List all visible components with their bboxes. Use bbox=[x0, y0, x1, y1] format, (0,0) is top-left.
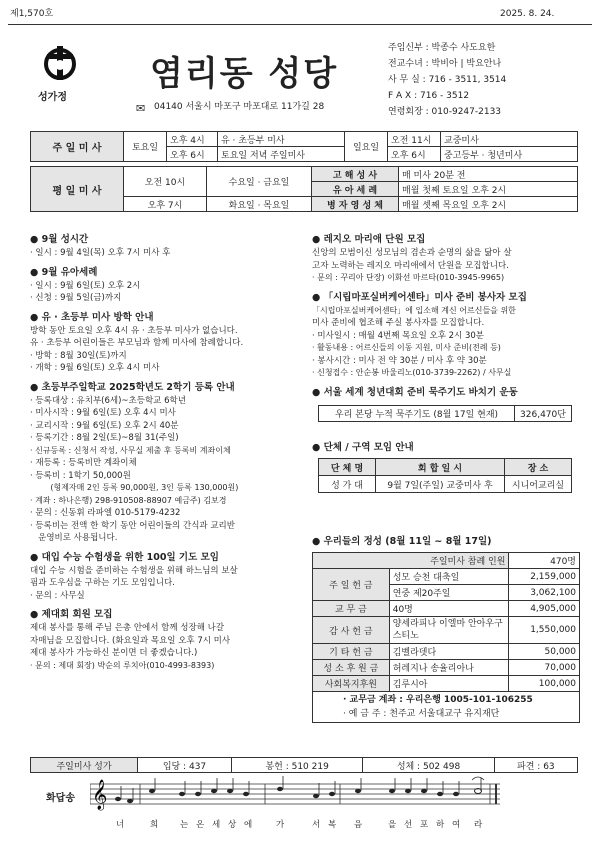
lyric-syllable: 희 bbox=[150, 820, 159, 830]
notice-title: ● 유 · 초등부 미사 방학 안내 bbox=[30, 311, 300, 325]
notice-title: ● 대입 수능 수험생을 위한 100일 기도 모임 bbox=[30, 551, 300, 565]
notice-line: 운영비로 사용됩니다. bbox=[30, 533, 118, 543]
staff-value: 박종수 사도요한 bbox=[431, 43, 496, 53]
extra-label: 병 자 영 성 체 bbox=[312, 197, 399, 212]
offering-desc: 40명 bbox=[389, 601, 509, 617]
offering-category: 교 무 금 bbox=[313, 601, 390, 617]
notice-line: · 일시 : 9월 4일(목) 오후 7시 미사 후 bbox=[30, 248, 171, 258]
left-column bbox=[30, 233, 300, 672]
lyric-syllable: 상 bbox=[228, 820, 237, 830]
hymn-value: 437 bbox=[188, 761, 207, 772]
group-cell: 성 가 대 bbox=[319, 476, 376, 493]
music-notation bbox=[90, 774, 520, 814]
notice-line: (형제자매 2인 등록 90,000원, 3인 등록 130,000원) bbox=[30, 483, 239, 492]
account-line: · 예 금 주 : 천주교 서울대교구 유지재단 bbox=[343, 709, 500, 719]
offerings-table bbox=[312, 552, 580, 723]
notice-line: · 개학 : 9월 6일(토) 오후 4시 미사 bbox=[30, 363, 160, 373]
saturday-label: 토요일 bbox=[124, 132, 167, 162]
staff-label: 연령회장 : bbox=[388, 107, 429, 117]
notice-line: · 문의 : 꾸리아 단장) 이화선 마르타(010-3945-9965) bbox=[312, 273, 505, 282]
lyric-syllable: 가 bbox=[276, 820, 285, 830]
group-header: 단 체 명 bbox=[319, 459, 376, 476]
lyric-syllable: 서 bbox=[312, 820, 321, 830]
notice-line: · 계좌 : 하나은행) 298-910508-88907 예금주) 김보경 bbox=[30, 495, 227, 505]
lyric-syllable: 에 bbox=[244, 820, 253, 830]
group-meeting-table bbox=[318, 458, 572, 493]
offering-category: 성 소 후 원 금 bbox=[313, 660, 390, 676]
notice-line: · 일시 : 9월 6일(토) 오후 2시 bbox=[30, 280, 141, 291]
notice-line: · 문의 : 신동휘 라파엘 010-5179-4232 bbox=[30, 508, 181, 518]
right-column bbox=[312, 233, 582, 400]
music-staff bbox=[90, 774, 520, 814]
account-line: · 교무금 계좌 : 우리은행 1005-101-106255 bbox=[343, 695, 533, 705]
lyric-syllable: 복 bbox=[328, 820, 337, 830]
offering-amount: 3,062,100 bbox=[509, 585, 580, 601]
sat-desc: 토요일 저녁 주일미사 bbox=[218, 147, 345, 162]
hymn-value: 502 498 bbox=[422, 761, 461, 772]
notice-line: 신앙의 모범이신 성모님의 겸손과 순명의 삶을 닮아 살 bbox=[312, 248, 512, 258]
notice-line: 대입 수능 시험을 준비하는 수험생을 위해 하느님의 보살 bbox=[30, 565, 238, 576]
offering-amount: 100,000 bbox=[509, 676, 580, 692]
staff-value: 716 - 3511, 3514 bbox=[428, 75, 507, 85]
sunday-label: 일요일 bbox=[345, 132, 388, 162]
notice-line: · 미사시작 : 9월 6일(토) 오후 4시 미사 bbox=[30, 408, 176, 418]
sunday-mass-label: 주 일 미 사 bbox=[31, 132, 124, 162]
weekday-schedule-table bbox=[30, 166, 578, 212]
notice-line: · 신청 : 9월 5일(금)까지 bbox=[30, 293, 122, 303]
offering-amount: 2,159,000 bbox=[509, 569, 580, 585]
offerings-title: ● 우리들의 정성 (8월 11일 ~ 8월 17일) bbox=[312, 535, 492, 549]
notice-line: · 봉사시간 : 미사 전 약 30분 / 미사 후 약 30분 bbox=[312, 355, 487, 366]
staff-value: 010-9247-2133 bbox=[431, 107, 502, 117]
lyric-syllable: 는 bbox=[180, 820, 189, 830]
extra-label: 고 해 성 사 bbox=[312, 167, 399, 182]
offering-category: 사회복지후원 bbox=[313, 676, 390, 692]
svg-text:𝄞: 𝄞 bbox=[92, 780, 108, 810]
weekday-mass-label: 평 일 미 사 bbox=[31, 167, 124, 212]
group-header: 회 합 일 시 bbox=[376, 459, 505, 476]
notice-line: 핌과 도우심을 구하는 기도 모임입니다. bbox=[30, 578, 175, 588]
notice-title: ● 「시립마포실버케어센타」미사 준비 봉사자 모집 bbox=[312, 291, 582, 305]
notice-title: ● 9월 유아세례 bbox=[30, 266, 300, 280]
staff-label: 주임신부 : bbox=[388, 43, 429, 53]
rosary-value: 326,470단 bbox=[515, 406, 572, 422]
notice-line: 제대 봉사가 가능하신 분이면 더 좋겠습니다.) bbox=[30, 648, 198, 658]
offering-amount: 50,000 bbox=[509, 644, 580, 660]
offering-desc: 양세라피나 이엘마 안아우구스티노 bbox=[389, 617, 509, 644]
notice-line: 유 · 초등부 어린이들은 부모님과 함께 미사에 참례합니다. bbox=[30, 338, 244, 348]
group-cell: 9월 7일(주일) 교중미사 후 bbox=[376, 476, 505, 493]
lyric-syllable: 라 bbox=[474, 820, 483, 830]
notice-title: ● 레지오 마리애 단원 모집 bbox=[312, 233, 582, 247]
notice-title: ● 서울 세계 청년대회 준비 묵주기도 바치기 운동 bbox=[312, 386, 582, 400]
sun-time: 오전 11시 bbox=[388, 132, 441, 147]
extra-label: 유 아 세 례 bbox=[312, 182, 399, 197]
lyric-syllable: 포 bbox=[420, 820, 429, 830]
notice-line: · 문의 : 사무실 bbox=[30, 590, 85, 601]
notice-line: · 등록대상 : 유치부(6세)~초등학교 6학년 bbox=[30, 395, 186, 406]
offering-desc: 김벨라뎃다 bbox=[389, 644, 509, 660]
parish-address: 04140 서울시 마포구 마포대로 11가길 28 bbox=[154, 102, 325, 112]
extra-value: 매 미사 20분 전 bbox=[399, 167, 578, 182]
sun-time: 오후 6시 bbox=[388, 147, 441, 162]
hymn-table bbox=[30, 757, 578, 773]
weekday-desc: 수요일 · 금요일 bbox=[207, 167, 312, 197]
rosary-table bbox=[318, 405, 572, 422]
offering-desc: 성모 승천 대축일 bbox=[389, 569, 509, 585]
notice-line: · 방학 : 8월 30일(토)까지 bbox=[30, 350, 127, 361]
offering-accounts bbox=[313, 692, 580, 723]
extra-value: 매월 첫째 토요일 오후 2시 bbox=[399, 182, 578, 197]
issue-number: 제1,570호 bbox=[10, 9, 54, 19]
offering-desc: 연중 제20주일 bbox=[389, 585, 509, 601]
sun-desc: 교중미사 bbox=[441, 132, 578, 147]
offering-amount: 4,905,000 bbox=[509, 601, 580, 617]
notice-line: 제대 봉사를 통해 주님 은총 안에서 함께 성장해 나갈 bbox=[30, 623, 225, 633]
attendance-label: 주일미사 참례 인원 bbox=[313, 553, 509, 569]
notice-line: · 등록기간 : 8월 2일(토)~8월 31(주일) bbox=[30, 433, 179, 443]
offering-category: 주 일 헌 금 bbox=[313, 569, 390, 601]
hymn-key: 파견 : bbox=[517, 761, 541, 772]
offering-category: 감 사 헌 금 bbox=[313, 617, 390, 644]
notice-line: · 문의 : 제대 회장) 박순의 루치아(010-4993-8393) bbox=[30, 660, 215, 670]
lyric-syllable: 너 bbox=[116, 820, 125, 830]
notice-line: 자매님을 모집합니다. (화요일과 목요일 오후 7시 미사 bbox=[30, 635, 231, 646]
notice-title: ● 제대회 회원 모집 bbox=[30, 608, 300, 622]
notice-line: · 등록비는 전액 한 학기 동안 어린이들의 간식과 교리반 bbox=[30, 520, 235, 531]
weekday-desc: 화요일 · 목요일 bbox=[207, 197, 312, 212]
lyric-syllable: 선 bbox=[404, 820, 413, 830]
staff-label: 전교수녀 : bbox=[388, 59, 429, 69]
group-header: 장 소 bbox=[505, 459, 572, 476]
group-meeting-title: ● 단체 / 구역 모임 안내 bbox=[312, 441, 414, 455]
holy-family-logo bbox=[38, 42, 82, 86]
hymn-key: 봉헌 : bbox=[265, 761, 289, 772]
rosary-label: 우리 본당 누적 묵주기도 (8월 17일 현재) bbox=[319, 406, 515, 422]
mass-schedule-table bbox=[30, 131, 578, 162]
notice-line: · 신규등록 : 신청서 작성, 사무실 제출 후 등록비 계좌이체 bbox=[30, 445, 231, 455]
sun-desc: 중고등부 · 청년미사 bbox=[441, 147, 578, 162]
hymn-key: 입당 : bbox=[162, 761, 187, 772]
sat-time: 오후 4시 bbox=[167, 132, 218, 147]
offering-desc: 허레지나 송율리아나 bbox=[389, 660, 509, 676]
lyric-syllable: 을 bbox=[388, 820, 397, 830]
lyric-syllable: 세 bbox=[212, 820, 221, 830]
notice-line: · 등록비 : 1학기 50,000원 bbox=[30, 470, 131, 481]
weekday-time: 오전 10시 bbox=[124, 167, 207, 197]
sat-desc: 유 · 초등부 미사 bbox=[218, 132, 345, 147]
hymn-label: 주일미사 성가 bbox=[31, 758, 138, 773]
sat-time: 오후 6시 bbox=[167, 147, 218, 162]
staff-value: 716 - 3512 bbox=[420, 91, 470, 101]
offering-amount: 70,000 bbox=[509, 660, 580, 676]
staff-label: F A X : bbox=[388, 91, 418, 101]
lyric-syllable: 하 bbox=[436, 820, 445, 830]
notice-line: · 활동내용 : 어르신들의 이동 지원, 미사 준비(전례 등) bbox=[312, 343, 501, 352]
parish-title: 염리동 성당 bbox=[150, 54, 339, 94]
extra-value: 매월 셋째 목요일 오후 2시 bbox=[399, 197, 578, 212]
lyric-syllable: 여 bbox=[452, 820, 461, 830]
notice-line: 「시립마포실버케어센타」에 입소해 계신 어르신들을 위한 bbox=[312, 305, 516, 315]
weekday-time: 오후 7시 bbox=[124, 197, 207, 212]
offering-amount: 1,550,000 bbox=[509, 617, 580, 644]
logo-text: 성가정 bbox=[38, 92, 67, 103]
response-label: 화답송 bbox=[46, 793, 75, 804]
lyric-syllable: 온 bbox=[196, 820, 205, 830]
staff-list bbox=[388, 40, 506, 120]
notice-line: · 교리시작 : 9월 6일(토) 오후 2시 40분 bbox=[30, 420, 179, 431]
notice-line: · 신청접수 : 안순봉 바울리노(010-3739-2262) / 사무실 bbox=[312, 368, 512, 377]
lyric-syllable: 음 bbox=[354, 820, 363, 830]
group-cell: 시니어교리실 bbox=[505, 476, 572, 493]
notice-title: ● 9월 성시간 bbox=[30, 233, 300, 247]
attendance-value: 470명 bbox=[509, 553, 580, 569]
mail-icon: ✉ bbox=[136, 102, 146, 115]
hymn-key: 성체 : bbox=[396, 761, 421, 772]
issue-date: 2025. 8. 24. bbox=[500, 9, 555, 19]
header-rule bbox=[8, 24, 592, 25]
notice-title: ● 초등부주일학교 2025학년도 2학기 등록 안내 bbox=[30, 381, 300, 395]
notice-line: 고자 노력하는 레지오 마리애에서 단원을 모집합니다. bbox=[312, 260, 509, 271]
notice-line: 방학 동안 토요일 오후 4시 유 · 초등부 미사가 없습니다. bbox=[30, 325, 238, 336]
hymn-value: 510 219 bbox=[291, 761, 329, 772]
hymn-value: 63 bbox=[543, 761, 555, 772]
offering-category: 기 타 헌 금 bbox=[313, 644, 390, 660]
notice-line: 미사 준비에 협조해 주실 봉사자를 모집합니다. bbox=[312, 318, 485, 328]
offering-desc: 김루시아 bbox=[389, 676, 509, 692]
notice-line: · 미사일시 : 매월 4번째 목요일 오후 2시 30분 bbox=[312, 330, 484, 341]
notice-line: · 재등록 : 등록비만 계좌이체 bbox=[30, 458, 137, 468]
staff-label: 사 무 실 : bbox=[388, 75, 426, 85]
staff-value: 박비아 | 박요안나 bbox=[431, 59, 502, 69]
